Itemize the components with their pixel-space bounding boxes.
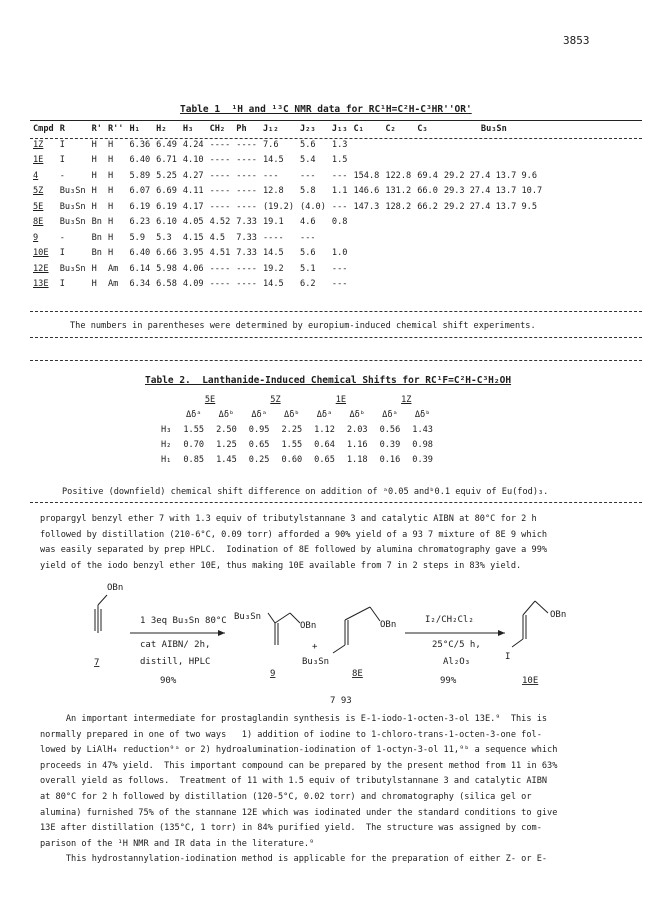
table1-cell: 1.1 <box>331 186 348 197</box>
table2-cell: 0.65 <box>314 454 335 465</box>
table1-cell: 66.0 <box>417 186 438 197</box>
paragraph-2 <box>40 712 640 868</box>
table2-cell: 0.16 <box>379 454 401 465</box>
table1-cell: 7.33 <box>236 217 257 228</box>
reaction-scheme <box>0 575 672 710</box>
table1-header-cell: Bu₃Sn <box>480 124 507 134</box>
text-line: overall yield as follows. Treatment of 11 with 1.5 equiv of tributylstannane 3 and catalytic AIBN <box>40 776 548 787</box>
table1-row <box>30 199 545 215</box>
table1-cell: H <box>91 279 97 290</box>
step2-alumina: Al₂O₃ <box>443 657 471 667</box>
table1-header-cell: Ph <box>236 124 247 134</box>
table1-cell <box>350 277 382 293</box>
table1-cell: 154.8 <box>353 170 380 181</box>
table1-cell: 6.40 <box>129 155 151 166</box>
table1-cell: H <box>107 201 114 212</box>
table1-header-cell: R' <box>91 124 102 134</box>
table2-cell: 2.25 <box>281 424 303 435</box>
table2-group-header: 5Z <box>270 394 281 405</box>
table1-cell: ---- <box>209 155 231 166</box>
step1-workup: distill, HPLC <box>140 657 211 667</box>
table2-group-header: 5E <box>204 394 216 405</box>
table1-cell: H <box>107 170 114 181</box>
table1-cell: 12.8 <box>262 186 284 197</box>
table1-cell: H <box>107 186 114 197</box>
table1-cell <box>414 137 441 153</box>
table1-header-cell: J₁₂ <box>262 124 279 134</box>
table2-row-label: H₁ <box>161 454 172 465</box>
table2-footnote: Positive (downfield) chemical shift difference on addition of ᵃ0.05 andᵇ0.1 equiv of Eu(fod)₃. <box>62 487 549 497</box>
table1-cell <box>414 246 441 262</box>
table1-cell: Am <box>107 279 119 290</box>
table1-cell: I <box>59 155 65 166</box>
table1-cell: 128.2 <box>385 201 412 212</box>
table1-cell: --- <box>331 170 348 181</box>
table1-cell: 147.3 <box>353 201 380 212</box>
paragraph-1 <box>40 512 640 574</box>
table1-cell: H <box>91 155 97 166</box>
plus-sign: + <box>312 642 318 652</box>
table1-cell <box>441 137 545 153</box>
table1-cell: --- <box>300 170 316 181</box>
table1-cell: --- <box>262 170 279 181</box>
table1-header-cell: C₂ <box>385 124 396 134</box>
table1-body <box>30 137 545 292</box>
table1-cell: 5.9 <box>129 232 145 243</box>
table1-header-cell: H₃ <box>182 124 194 134</box>
table1-header-cell: Cmpd <box>33 124 54 134</box>
table1-cell: 4.09 <box>182 279 204 290</box>
table2-cell: 0.98 <box>412 439 433 450</box>
table1-header-cell: J₂₃ <box>300 124 316 134</box>
table2-group-header: 1Z <box>401 394 412 405</box>
table1-cell: H <box>107 232 114 243</box>
compound-id-cell: 1Z <box>33 139 44 150</box>
table1-cell <box>350 230 382 246</box>
table1-cell <box>350 137 382 153</box>
table1-cell: 5.25 <box>156 170 177 181</box>
table1-cell: 3.95 <box>182 248 204 259</box>
table1-caption: Table 1 ¹H and ¹³C NMR data for RC¹H=C²H-C³HR''OR' <box>180 104 472 115</box>
table2-cell: 1.45 <box>216 454 237 465</box>
table1-footnote: The numbers in parentheses were determined by europium-induced chemical shift experiments. <box>70 321 536 331</box>
obn-label-7: OBn <box>107 583 124 593</box>
table1-cell: 4.24 <box>182 139 204 150</box>
table1-row <box>30 184 545 200</box>
table1-cell: H <box>107 217 114 228</box>
table2-subheader-cell: Δδᵃ <box>251 409 267 420</box>
table1-cell: 6.14 <box>129 263 151 274</box>
text-line: alumina) furnished 75% of the stannane 12E which was iodinated under the standard conditions to give <box>40 807 558 818</box>
table1-cell <box>382 153 414 169</box>
bu3sn-label-9: Bu₃Sn <box>234 612 262 622</box>
table1-cell: --- <box>331 201 348 212</box>
table1-cell <box>350 153 382 169</box>
table1-cell <box>329 230 351 246</box>
obn-label-9: OBn <box>300 621 317 631</box>
table1-row <box>30 246 545 262</box>
compound-id-cell: 1E <box>33 155 44 166</box>
table1-cell: 14.5 <box>262 155 284 166</box>
table1-cell: 7.6 <box>262 139 279 150</box>
table2-group-row <box>155 392 439 407</box>
table1-cell: 4.05 <box>182 217 204 228</box>
compound-10e-structure <box>505 601 566 662</box>
step1-catalyst: cat AIBN/ 2h, <box>140 640 211 650</box>
table1-cell: 6.19 <box>129 201 151 212</box>
table2-cell: 1.25 <box>216 439 237 450</box>
table1-cell: H <box>91 170 97 181</box>
table1-header-cell: J₁₃ <box>331 124 348 134</box>
table1-cell: 6.2 <box>300 279 316 290</box>
table1-cell: 4.11 <box>182 186 204 197</box>
text-line: 13E after distillation (135°C, 1 torr) in 84% purified yield. The structure was assigned by com- <box>40 823 542 834</box>
text-line: at 80°C for 2 h followed by distillation (120-5°C, 0.02 torr) and chromatography (silica gel or <box>40 791 532 802</box>
table1-cell: --- <box>331 263 348 274</box>
table1-cell: ---- <box>236 186 257 197</box>
table1-cell <box>382 215 414 231</box>
table1-cell <box>382 230 414 246</box>
table1-header-row <box>30 121 545 137</box>
table1-cell: H <box>91 139 97 150</box>
table1-cell: 146.6 <box>353 186 380 197</box>
table1-cell: 131.2 <box>385 186 412 197</box>
table1-row <box>30 215 545 231</box>
table1-cell: 29.2 27.4 13.7 9.5 <box>443 201 538 212</box>
table1-cell: --- <box>300 232 316 243</box>
page-number: 3853 <box>563 34 590 47</box>
table1-cell: 0.8 <box>331 217 348 228</box>
table1-cell: Bu₃Sn <box>59 217 86 228</box>
table1-cell <box>441 277 545 293</box>
table1-cell: - <box>59 170 65 181</box>
table1-cell: 69.4 <box>417 170 438 181</box>
obn-label-10e: OBn <box>550 610 567 620</box>
table1-cell: 5.4 <box>300 155 316 166</box>
table2-corner-cell <box>155 392 177 407</box>
compound-id-cell: 8E <box>33 217 44 228</box>
table1-header-cell: H₁ <box>129 124 140 134</box>
compound-label-10e: 10E <box>522 676 539 686</box>
table2-cell: 1.43 <box>412 424 433 435</box>
text-line: was easily separated by prep HPLC. Iodination of 8E followed by alumina chromatography gave a 99% <box>40 545 548 556</box>
table1-cell: 122.8 <box>385 170 412 181</box>
table1-cell <box>414 277 441 293</box>
table2-row <box>155 437 439 452</box>
table1-header-cell: CH₂ <box>209 124 226 134</box>
table1-cell: 1.3 <box>331 139 348 150</box>
table1-cell: ---- <box>209 279 231 290</box>
table1-row <box>30 153 545 169</box>
compound-label-7: 7 <box>94 658 100 668</box>
table1-cell: Bu₃Sn <box>59 201 86 212</box>
table1-cell: Bu₃Sn <box>59 186 86 197</box>
table1-cell: H <box>91 186 97 197</box>
table2-subheader-cell: Δδᵃ <box>316 409 333 420</box>
table1-cell: 4.6 <box>300 217 316 228</box>
table2-row <box>155 452 439 467</box>
table1-header-cell: H₂ <box>156 124 167 134</box>
step2-reagents: I₂/CH₂Cl₂ <box>425 615 474 625</box>
table2-cell: 0.70 <box>183 439 205 450</box>
compound-id-cell: 9 <box>33 232 39 243</box>
table1-header-cell: C₁ <box>353 124 364 134</box>
table1-cell <box>414 230 441 246</box>
table1-cell: ---- <box>236 201 257 212</box>
table2-subheader-cell: Δδᵇ <box>218 409 235 420</box>
table2 <box>155 392 439 467</box>
table1-cell: Bu₃Sn <box>59 263 86 274</box>
table1-cell <box>350 246 382 262</box>
table1-cell: ---- <box>209 139 231 150</box>
table1-header-cell: C₃ <box>417 124 428 134</box>
table1-cell <box>441 246 545 262</box>
text-line: This hydrostannylation-iodination method is applicable for the preparation of either Z- or E- <box>40 854 548 865</box>
table1-cell <box>350 215 382 231</box>
text-line: proceeds in 47% yield. This important compound can be prepared by the present method from 11 in 63% <box>40 760 558 771</box>
table1-cell: 4.27 <box>182 170 204 181</box>
table1-cell: 29.3 27.4 13.7 10.7 <box>443 186 543 197</box>
table1-cell: 1.5 <box>331 155 348 166</box>
iodo-label-10e: I <box>505 652 511 662</box>
compound-id-cell: 10E <box>33 248 49 259</box>
table1-cell: 5.6 <box>300 248 316 259</box>
table2-cell: 0.39 <box>379 439 401 450</box>
table2-cell: 1.55 <box>183 424 205 435</box>
table2-body <box>155 422 439 467</box>
table1-row <box>30 277 545 293</box>
table1-cell <box>414 261 441 277</box>
table1-cell: 5.3 <box>156 232 172 243</box>
table1-cell <box>441 215 545 231</box>
table1-cell <box>350 261 382 277</box>
text-line: followed by distillation (210-6°C, 0.09 torr) afforded a 90% yield of a 93 7 mixture of 8E 9 which <box>40 529 548 540</box>
table1-cell: H <box>107 139 114 150</box>
table1-cell: 4.10 <box>182 155 204 166</box>
table1-cell: 5.89 <box>129 170 151 181</box>
table1-cell: 6.07 <box>129 186 151 197</box>
step1-reagents: 1 3eq Bu₃Sn 80°C <box>140 616 227 626</box>
table1-cell: 4.15 <box>182 232 204 243</box>
text-line: yield of the iodo benzyl ether 10E, thus making 10E available from 7 in 2 steps in 83% yield. <box>40 560 522 571</box>
table2-subheader-cell: Δδᵃ <box>185 409 202 420</box>
compound-8e-structure <box>302 607 396 667</box>
table1-cell: 6.10 <box>156 217 177 228</box>
table1-cell: (19.2) <box>262 201 295 212</box>
table1-cell: 4.52 <box>209 217 231 228</box>
table1-cell: 4.06 <box>182 263 204 274</box>
table1-cell: 6.49 <box>156 139 177 150</box>
table2-cell: 1.55 <box>281 439 303 450</box>
table2-corner-cell <box>155 407 177 422</box>
table1 <box>30 121 545 292</box>
table1-cell: 4.51 <box>209 248 231 259</box>
table2-subheader-cell: Δδᵇ <box>349 409 365 420</box>
table1-cell: ---- <box>209 186 231 197</box>
table1-bottom-rule <box>30 311 642 312</box>
table1-cell: ---- <box>236 279 257 290</box>
compound-id-cell: 5Z <box>33 186 44 197</box>
table1-cell: 7.33 <box>236 232 257 243</box>
table1-cell: 6.71 <box>156 155 177 166</box>
table2-cell: 0.56 <box>379 424 401 435</box>
table1-cell <box>382 277 414 293</box>
table1-cell: 6.23 <box>129 217 151 228</box>
table2-caption: Table 2. Lanthanide-Induced Chemical Shifts for RC¹F=C²H-C³H₂OH <box>145 375 512 386</box>
table1-cell: (4.0) <box>300 201 326 212</box>
table2-cell: 0.85 <box>183 454 205 465</box>
table1-cell: Am <box>107 263 119 274</box>
table1-cell: Bn <box>91 248 102 259</box>
table2-subheader-cell: Δδᵇ <box>284 409 300 420</box>
compound-id-cell: 13E <box>33 279 49 290</box>
table1-cell: 6.40 <box>129 248 151 259</box>
table2-cell: 0.25 <box>248 454 270 465</box>
table2-cell: 2.50 <box>216 424 237 435</box>
table1-cell <box>441 230 545 246</box>
table1-cell: 1.0 <box>331 248 348 259</box>
table2-row-label: H₂ <box>161 439 172 450</box>
table1-cell: 19.2 <box>262 263 284 274</box>
table1-cell: 6.66 <box>156 248 177 259</box>
table2-subheader-cell: Δδᵇ <box>414 409 431 420</box>
text-line: normally prepared in one of two ways 1) addition of iodine to 1-chloro-trans-1-octen-3-one fol- <box>40 729 542 740</box>
table2-cell: 1.12 <box>314 424 335 435</box>
table1-cell: ---- <box>236 139 257 150</box>
table2-row <box>155 422 439 437</box>
table1-cell: H <box>107 248 114 259</box>
table1-row <box>30 261 545 277</box>
table1-cell: H <box>91 201 97 212</box>
table1-cell: ---- <box>209 263 231 274</box>
table1-cell <box>441 153 545 169</box>
table1-cell: Bn <box>91 232 102 243</box>
compound-id-cell: 4 <box>33 170 39 181</box>
table1-cell: I <box>59 248 65 259</box>
table1-cell: 4.17 <box>182 201 204 212</box>
table2-cell: 0.95 <box>248 424 270 435</box>
table1-row <box>30 230 545 246</box>
table1-cell: 5.6 <box>300 139 316 150</box>
table1-header-cell: R <box>59 124 65 134</box>
table1-cell <box>382 261 414 277</box>
bu3sn-label-8e: Bu₃Sn <box>302 657 330 667</box>
table1-cell: 4.5 <box>209 232 226 243</box>
table1-cell: 6.19 <box>156 201 177 212</box>
table1-cell: 14.5 <box>262 248 284 259</box>
table2-cell: 1.16 <box>346 439 368 450</box>
table1-cell: I <box>59 279 65 290</box>
table1-cell: Bn <box>91 217 102 228</box>
step2-conditions: 25°C/5 h, <box>432 640 481 650</box>
compound-label-9: 9 <box>270 669 276 679</box>
table1-cell: ---- <box>209 170 231 181</box>
table2-cell: 0.65 <box>248 439 270 450</box>
text-line: propargyl benzyl ether 7 with 1.3 equiv of tributylstannane 3 and catalytic AIBN at 80°C for 2 h <box>40 514 537 524</box>
table2-cell: 1.18 <box>346 454 368 465</box>
table2-cell: 0.64 <box>314 439 335 450</box>
text-line: An important intermediate for prostaglandin synthesis is E-1-iodo-1-octen-3-ol 13E.⁹ This is <box>40 714 548 724</box>
table1-cell: H <box>91 263 97 274</box>
table1-cell: 6.58 <box>156 279 177 290</box>
table1-cell: - <box>59 232 65 243</box>
table1-cell: 6.36 <box>129 139 151 150</box>
table2-subheader-row <box>155 407 439 422</box>
table1-cell: --- <box>331 279 348 290</box>
table2-subheader-cell: Δδᵃ <box>382 409 398 420</box>
table1-cell: 5.98 <box>156 263 177 274</box>
text-line: lowed by LiAlH₄ reduction⁹ᵃ or 2) hydroalumination-iodination of 1-octyn-3-ol 11,⁹ᵇ a sequence which <box>40 745 558 756</box>
table1-cell: ---- <box>236 170 257 181</box>
table2-bottom-rule <box>30 502 642 503</box>
table1-cell <box>382 246 414 262</box>
table2-cell: 0.39 <box>412 454 433 465</box>
table1-cell: 6.34 <box>129 279 151 290</box>
table1-cell: 5.8 <box>300 186 316 197</box>
step1-yield: 90% <box>160 676 177 686</box>
table1-cell: ---- <box>236 263 257 274</box>
table1-cell: 6.69 <box>156 186 177 197</box>
table1-cell <box>441 261 545 277</box>
table1-end-rule <box>30 337 642 338</box>
compound-id-cell: 12E <box>33 263 49 274</box>
obn-label-8e: OBn <box>380 620 397 630</box>
table2-group-header: 1E <box>335 394 347 405</box>
table1-cell: ---- <box>209 201 231 212</box>
table2-row-label: H₃ <box>161 424 172 435</box>
compound-9-structure <box>234 612 316 645</box>
compound-id-cell: 5E <box>33 201 44 212</box>
table1-cell: 7.33 <box>236 248 257 259</box>
table1-header-cell: R'' <box>107 124 124 134</box>
isomer-ratio: 7 93 <box>330 696 352 706</box>
table1-cell: 5.1 <box>300 263 316 274</box>
table1-cell: I <box>59 139 65 150</box>
table1-cell: H <box>107 155 114 166</box>
table2-cell: 2.03 <box>346 424 368 435</box>
table2-cell: 0.60 <box>281 454 303 465</box>
table1-cell <box>414 215 441 231</box>
table1-cell: 14.5 <box>262 279 284 290</box>
table1-cell: ---- <box>262 232 284 243</box>
table1-header-rule <box>30 138 642 139</box>
text-line: parison of the ¹H NMR and IR data in the literature.⁹ <box>40 838 315 849</box>
compound-7-structure <box>95 583 123 633</box>
table1-cell: 29.2 27.4 13.7 9.6 <box>443 170 538 181</box>
table1-cell <box>414 153 441 169</box>
compound-label-8e: 8E <box>352 669 363 679</box>
table2-top-rule <box>30 360 642 361</box>
table1-cell <box>382 137 414 153</box>
table1-cell: 66.2 <box>417 201 438 212</box>
table1-row <box>30 137 545 153</box>
step2-yield: 99% <box>440 676 457 686</box>
table1-cell: 19.1 <box>262 217 284 228</box>
table1-cell: ---- <box>236 155 257 166</box>
table1-row <box>30 168 545 184</box>
